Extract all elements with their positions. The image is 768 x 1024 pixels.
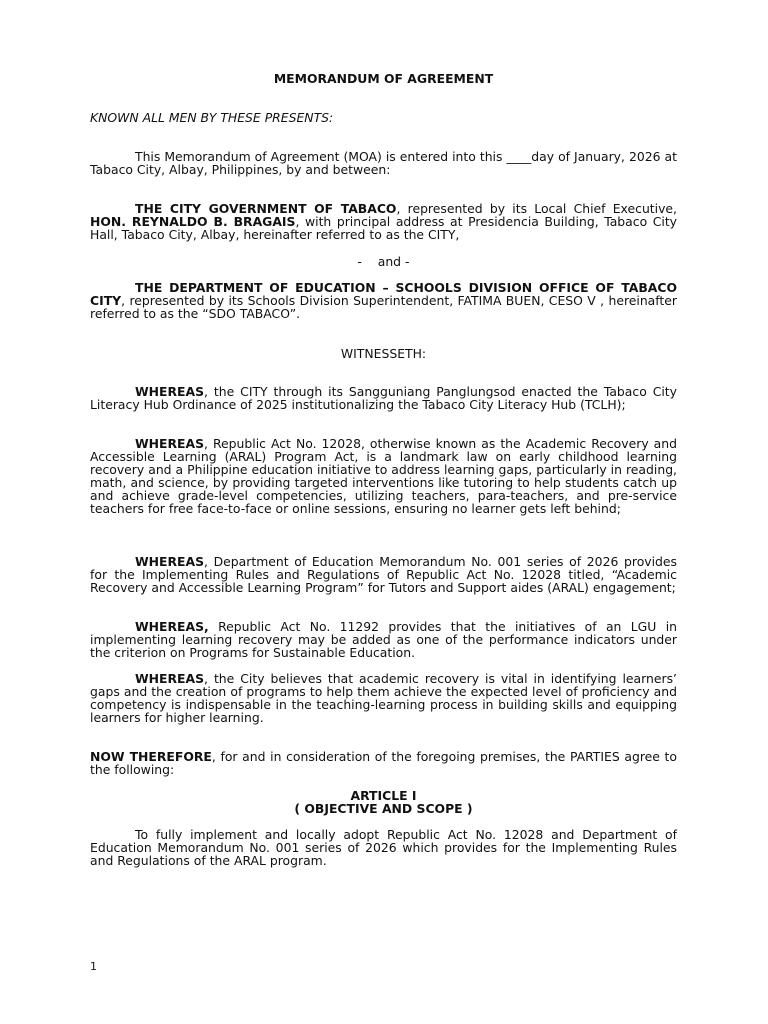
document-title: MEMORANDUM OF AGREEMENT [273, 71, 494, 86]
whereas-paragraph-3: WHEREAS, Department of Education Memorandum No. 001 series of 2026 provides for the Implementing Rules and Regulations of Republic Act No. 12028 titled, “Academic Recovery and Accessible Learning Program” for Tutors and Support aides (ARAL) engagement; [90, 554, 677, 595]
and-separator: - and - [357, 254, 410, 269]
whereas-paragraph-5: WHEREAS, the City believes that academic recovery is vital in identifying learners’ gaps and the creation of programs to help them achieve the expected level of proficiency and competency is indispensable in the teaching-learning process in building skills and equipping learners for higher learning. [90, 671, 677, 725]
whereas-paragraph-1: WHEREAS, the CITY through its Sangguniang Panglungsod enacted the Tabaco City Literacy Hub Ordinance of 2025 institutionalizing the Tabaco City Literacy Hub (TCLH); [90, 384, 677, 412]
party-deped-paragraph: THE DEPARTMENT OF EDUCATION – SCHOOLS DIVISION OFFICE OF TABACO CITY, represented by its Schools Division Superintendent, FATIMA BUEN, CESO V , hereinafter referred to as the “SDO TABACO”. [90, 280, 677, 321]
whereas-paragraph-2: WHEREAS, Republic Act No. 12028, otherwise known as the Academic Recovery and Accessible Learning (ARAL) Program Act, is a landmark law on early childhood learning recovery and a Philippine education initiative to address learning gaps, particularly in reading, math, and science, by providing targeted interventions like tutoring to help students catch up and achieve grade-level competencies, utilizing teachers, para-teachers, and pre-service teachers for free face-to-face or online sessions, ensuring no learner gets left behind; [90, 436, 677, 516]
now-therefore-paragraph: NOW THEREFORE, for and in consideration of the foregoing premises, the PARTIES agree to the following: [90, 749, 677, 777]
witnesseth-heading: WITNESSETH: [340, 346, 427, 361]
article-heading: ARTICLE I [350, 788, 417, 803]
page-number: 1 [90, 960, 97, 973]
party-city-paragraph: THE CITY GOVERNMENT OF TABACO, represented by its Local Chief Executive, HON. REYNALDO B. BRAGAIS, with principal address at Presidencia Building, Tabaco City Hall, Tabaco City, Albay, hereinafter referred to as the CITY, [90, 201, 678, 242]
intro-paragraph: This Memorandum of Agreement (MOA) is entered into this ____day of January, 2026 at Tabaco City, Albay, Philippines, by and between: [90, 149, 677, 177]
whereas-paragraph-4: WHEREAS, Republic Act No. 11292 provides that the initiatives of an LGU in implementing learning recovery may be added as one of the performance indicators under the criterion on Programs for Sustainable Education. [90, 619, 677, 660]
opening-line: KNOWN ALL MEN BY THESE PRESENTS: [90, 110, 334, 125]
party-city-name: THE CITY GOVERNMENT OF TABACO [135, 201, 397, 216]
article-subheading: ( OBJECTIVE AND SCOPE ) [294, 801, 473, 816]
party-deped-name: THE DEPARTMENT OF EDUCATION – SCHOOLS DIVISION OFFICE OF TABACO CITY [90, 280, 677, 308]
article-body: To fully implement and locally adopt Republic Act No. 12028 and Department of Education Memorandum No. 001 series of 2026 which provides for the Implementing Rules and Regulations of the ARAL program. [90, 827, 677, 868]
party-city-rep: HON. REYNALDO B. BRAGAIS [90, 214, 296, 229]
